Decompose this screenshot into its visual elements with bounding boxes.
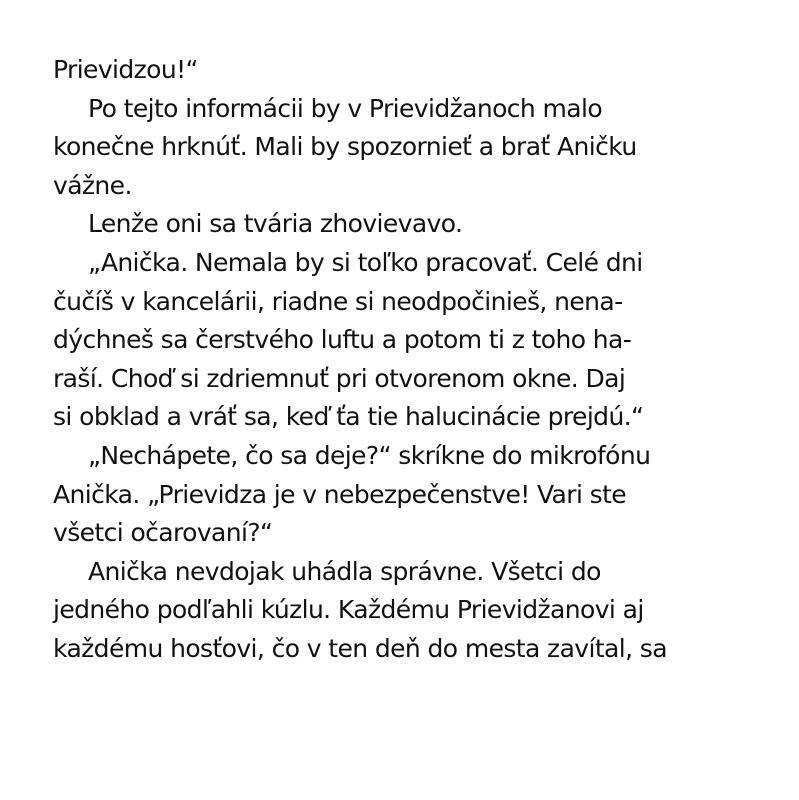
text-line: všetci očarovaní?“ [53, 518, 273, 548]
text-line: Anička nevdojak uhádla správne. Všetci do [88, 556, 601, 586]
text-line: Prievidzou!“ [53, 55, 198, 84]
text-line: Lenže oni sa tvária zhovievavo. [88, 209, 463, 239]
text-line: dýchneš sa čerstvého luftu a potom ti z toho ha- [53, 325, 632, 355]
text-line: Po tejto informácii by v Prievidžanoch malo [88, 93, 603, 123]
text-line: jedného podľahli kúzlu. Každému Prievidžanovi aj [53, 595, 644, 625]
body-text [53, 51, 753, 669]
text-line: každému hosťovi, čo v ten deň do mesta zavítal, sa [53, 633, 667, 663]
text-line: konečne hrknúť. Mali by spozornieť a brať Aničku [53, 132, 637, 162]
text-line: vážne. [53, 170, 132, 200]
text-line: si obklad a vráť sa, keď ťa tie halucinácie prejdú.“ [53, 402, 644, 432]
text-line: „Nechápete, čo sa deje?“ skríkne do mikrofónu [88, 440, 651, 470]
text-line: čučíš v kancelárii, riadne si neodpočinieš, nena- [53, 286, 623, 316]
text-line: Anička. „Prievidza je v nebezpečenstve! Vari ste [53, 479, 627, 509]
text-line: „Anička. Nemala by si toľko pracovať. Celé dni [88, 247, 643, 277]
text-line: raší. Choď si zdriemnuť pri otvorenom okne. Daj [53, 363, 626, 393]
